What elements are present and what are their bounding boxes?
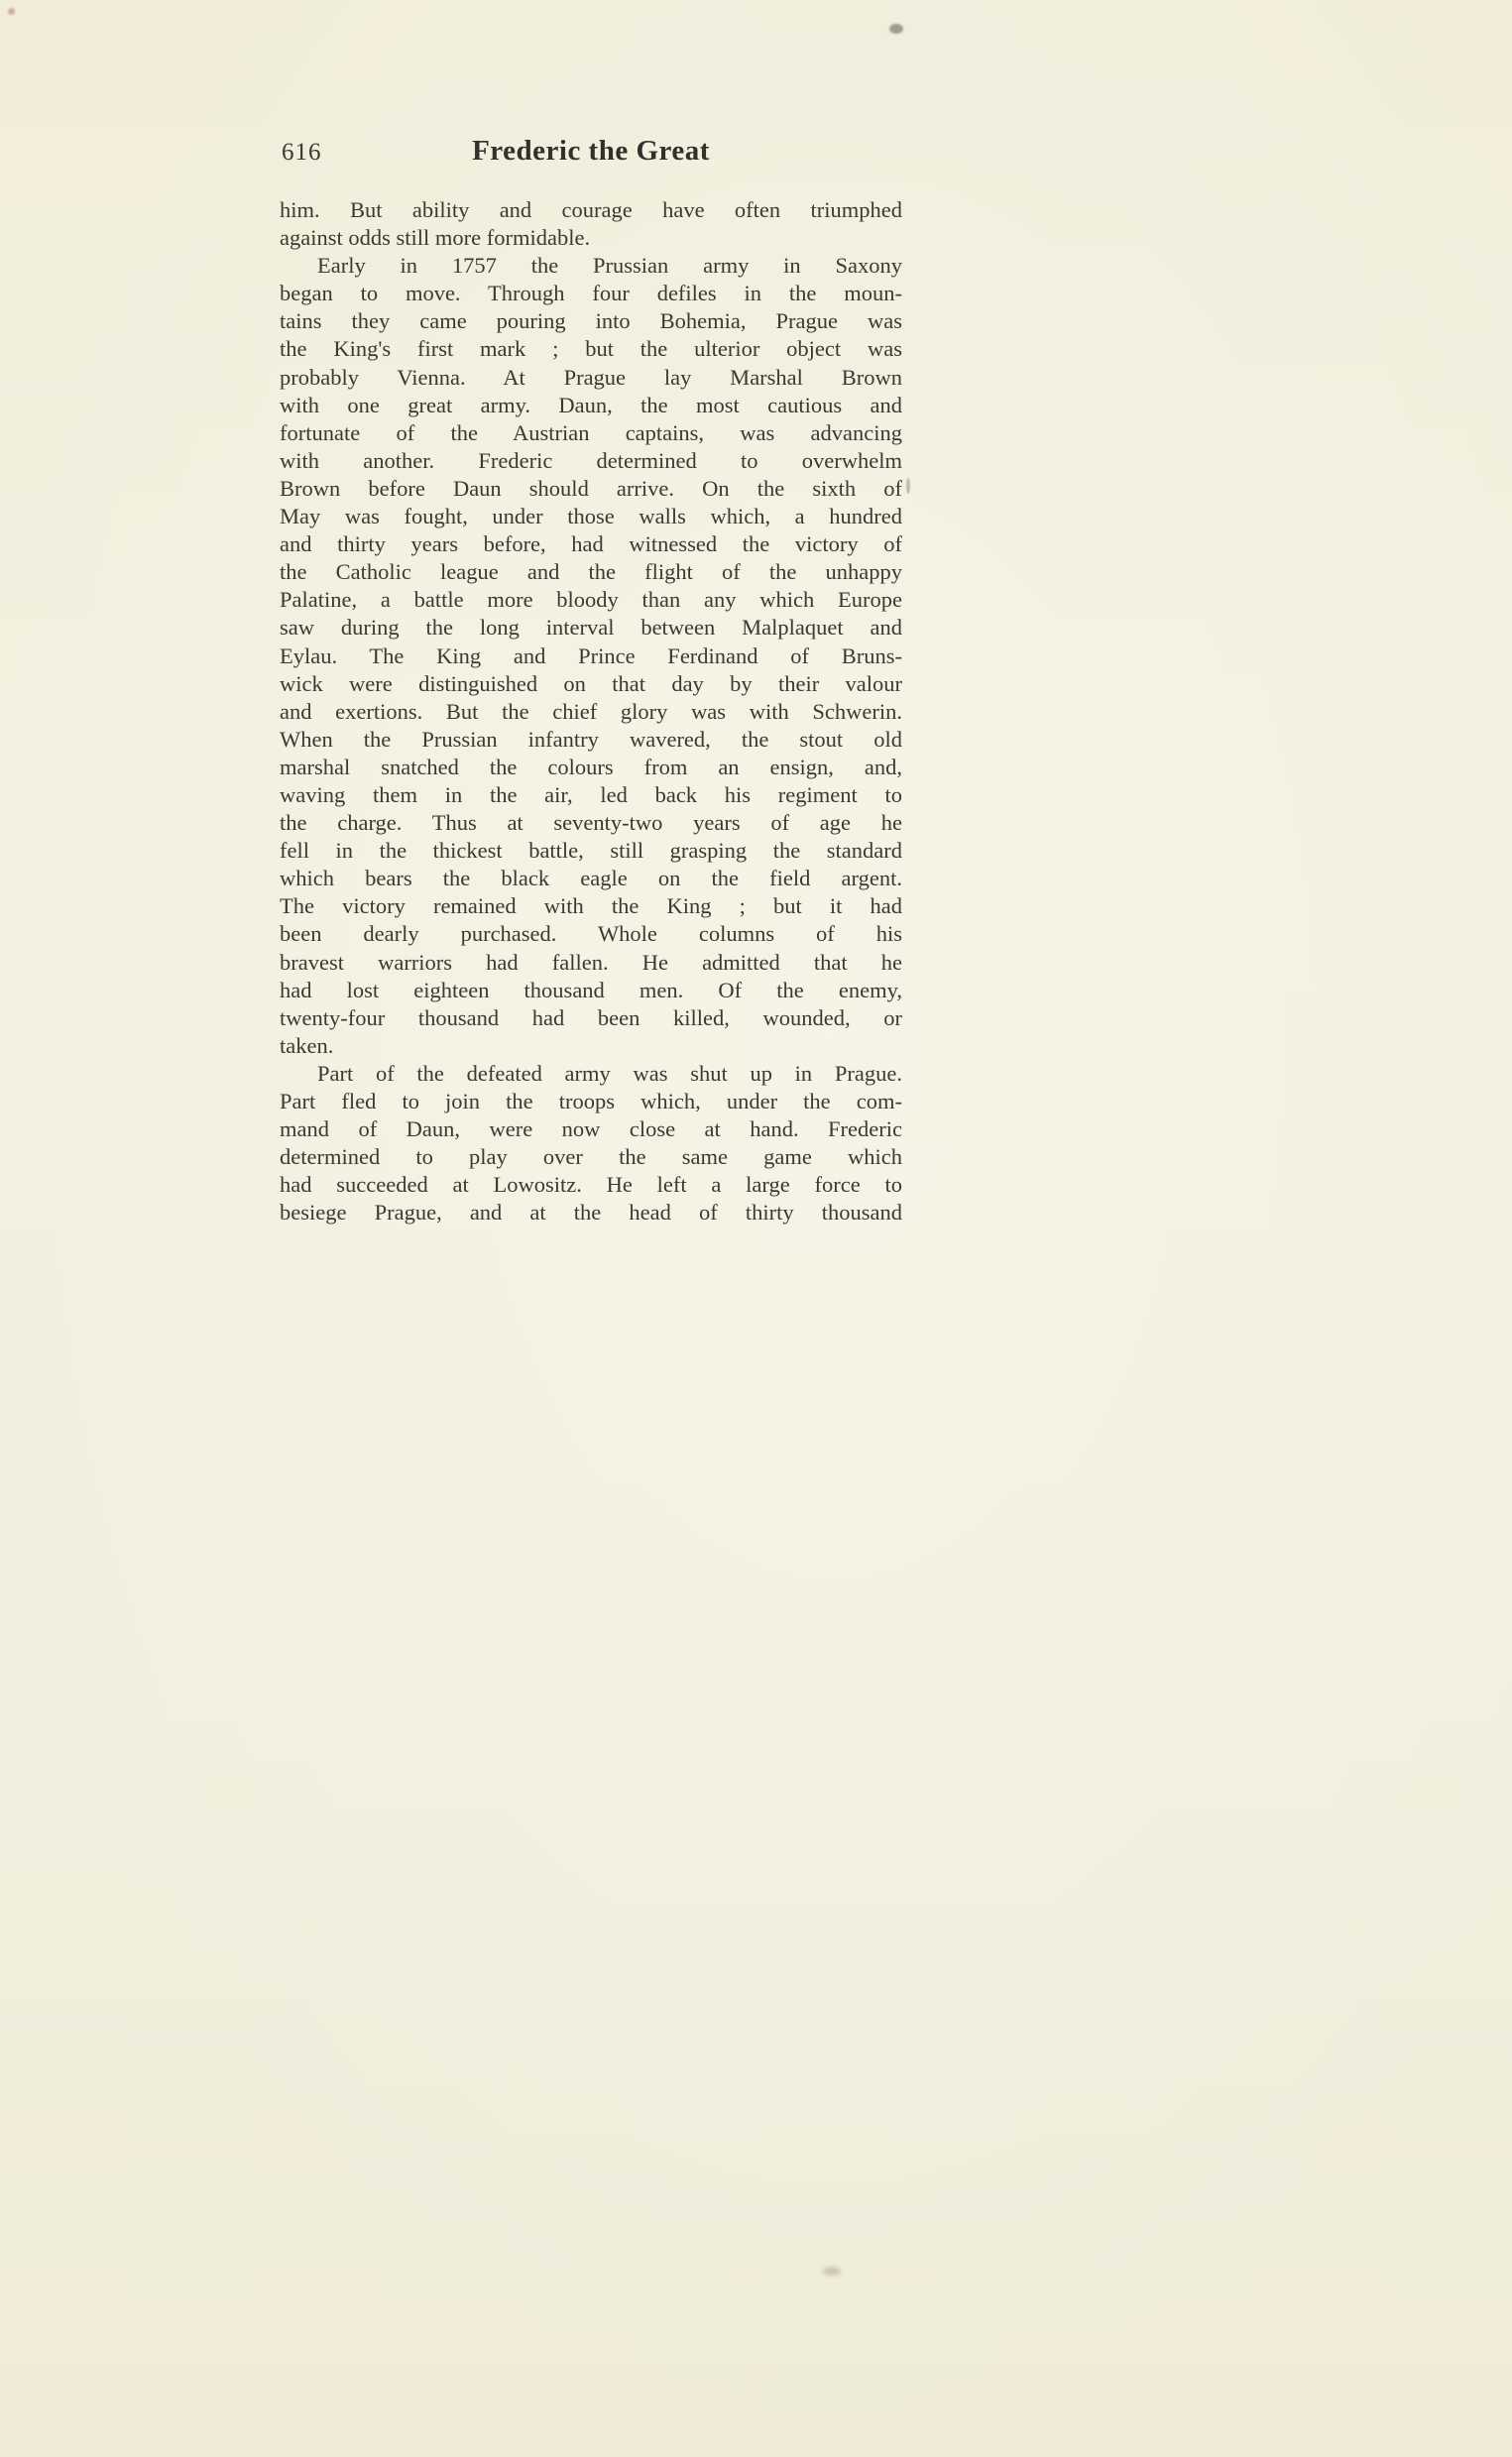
text-line: saw during the long interval between Malplaquet and [280,615,902,641]
page-number: 616 [282,139,322,166]
text-line: fortunate of the Austrian captains, was advancing [280,419,902,445]
scan-artifact [823,2267,841,2276]
text-line: the charge. Thus at seventy-two years of age he [280,810,902,836]
text-line: mand of Daun, were now close at hand. Frederic [280,1116,902,1142]
text-line: May was fought, under those walls which, a hundred [280,504,902,529]
text-line: taken. [280,1032,334,1058]
text-line: Brown before Daun should arrive. On the sixth of [280,475,902,501]
text-line: the King's first mark ; but the ulterior object was [280,336,902,362]
text-line: against odds still more formidable. [280,225,591,251]
text-line: him. But ability and courage have often triumphed [280,197,902,222]
paragraph [280,1060,902,1228]
text-line: The victory remained with the King ; but it had [280,893,902,919]
text-line: bravest warriors had fallen. He admitted that he [280,949,902,975]
paragraph [280,252,902,1060]
page-title: Frederic the Great [472,135,710,167]
text-line: fell in the thickest battle, still grasping the standard [280,838,902,864]
text-line: which bears the black eagle on the field argent. [280,866,902,891]
text-line: been dearly purchased. Whole columns of his [280,921,902,947]
scan-artifact [906,478,910,494]
text-line: had lost eighteen thousand men. Of the enemy, [280,977,902,1002]
text-line: determined to play over the same game which [280,1144,902,1170]
text-line: tains they came pouring into Bohemia, Prague was [280,308,902,334]
text-line: and thirty years before, had witnessed the victory of [280,531,902,557]
text-line: Part of the defeated army was shut up in Prague. [317,1060,902,1086]
scan-artifact [889,24,903,34]
paragraph [280,196,902,252]
text-line: twenty-four thousand had been killed, wounded, or [280,1004,902,1030]
text-line: besiege Prague, and at the head of thirty thousand [280,1200,902,1226]
text-line: Palatine, a battle more bloody than any which Europe [280,587,902,613]
text-column [280,135,902,1227]
text-line: the Catholic league and the flight of the unhappy [280,559,902,585]
text-line: probably Vienna. At Prague lay Marshal Brown [280,364,902,390]
text-line: Early in 1757 the Prussian army in Saxony [317,253,902,279]
text-line: with one great army. Daun, the most cautious and [280,392,902,417]
scan-artifact [8,8,15,15]
text-line: with another. Frederic determined to overwhelm [280,447,902,473]
text-line: waving them in the air, led back his regiment to [280,781,902,807]
text-line: Eylau. The King and Prince Ferdinand of Bruns- [280,643,902,668]
text-line: marshal snatched the colours from an ensign, and, [280,754,902,779]
text-line: Part fled to join the troops which, under the com- [280,1089,902,1113]
page-header [280,135,902,173]
text-line: wick were distinguished on that day by their valour [280,670,902,696]
page-body [280,196,902,1227]
text-line: began to move. Through four defiles in the moun- [280,281,902,306]
text-line: and exertions. But the chief glory was with Schwerin. [280,698,902,724]
text-line: had succeeded at Lowositz. He left a large force to [280,1172,902,1198]
text-line: When the Prussian infantry wavered, the stout old [280,726,902,752]
